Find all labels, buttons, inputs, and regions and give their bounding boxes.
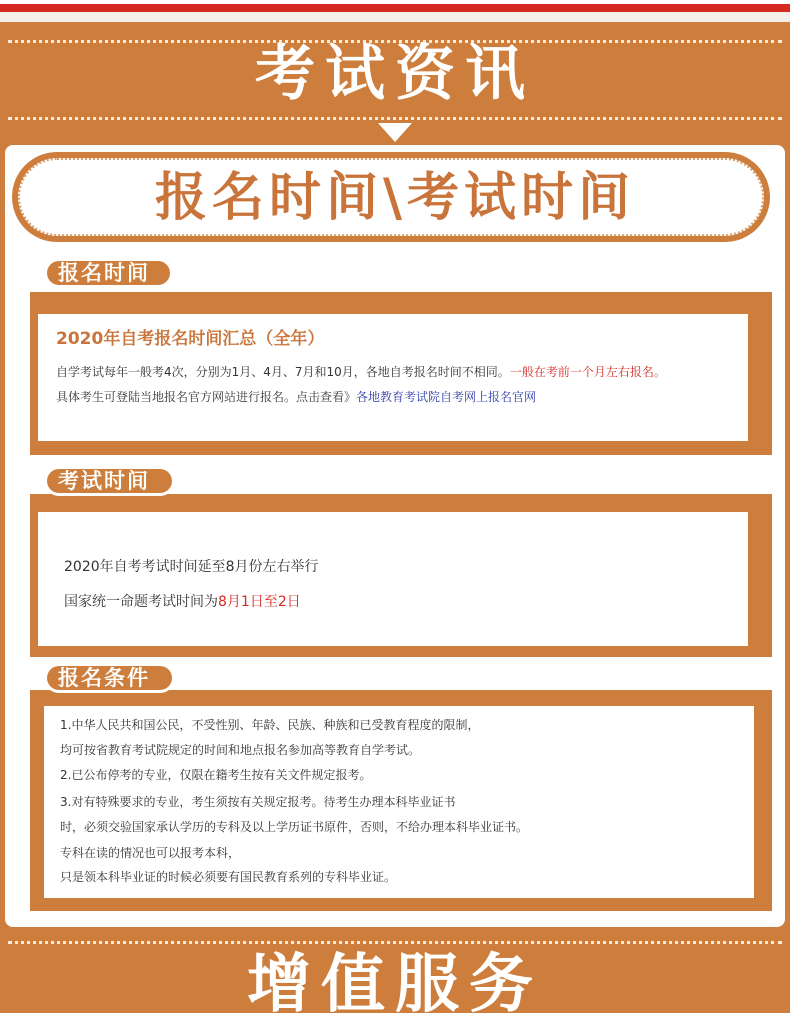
exam-time-line-2-text: 国家统一命题考试时间为 bbox=[64, 594, 218, 610]
requirement-line: 只是领本科毕业证的时候必须要有国民教育系列的专科毕业证。 bbox=[60, 870, 397, 884]
exam-time-line-2 bbox=[64, 591, 301, 613]
registration-line-2 bbox=[56, 387, 536, 407]
top-banner-title: 考试资讯 bbox=[255, 39, 535, 109]
registration-line-1-text: 自学考试每年一般考4次，分别为1月、4月、7月和10月，各地自考报名时间不相同。 bbox=[56, 365, 510, 379]
top-light-gap bbox=[0, 12, 790, 22]
registration-tag-label: 报名时间 bbox=[58, 261, 150, 285]
requirement-line: 2.已公布停考的专业，仅限在籍考生按有关文件规定报考。 bbox=[60, 768, 372, 782]
requirements-tag bbox=[44, 663, 175, 693]
requirements-content-box bbox=[44, 706, 754, 898]
exam-time-tag bbox=[44, 466, 175, 496]
banner-notch-arrow bbox=[378, 123, 412, 142]
registration-line-2-text: 具体考生可登陆当地报名官方网站进行报名。点击查看》 bbox=[56, 390, 357, 404]
requirement-line: 均可按省教育考试院规定的时间和地点报名参加高等教育自学考试。 bbox=[60, 743, 421, 757]
registration-tag bbox=[44, 258, 173, 288]
exam-date-highlight: 8月1日至2日 bbox=[218, 594, 301, 610]
registration-line-1 bbox=[56, 362, 666, 382]
bottom-banner-title: 增值服务 bbox=[247, 948, 543, 1013]
registration-heading: 2020年自考报名时间汇总（全年） bbox=[56, 329, 325, 349]
exam-time-tag-label: 考试时间 bbox=[58, 469, 150, 493]
subtitle-heading: 报名时间\考试时间 bbox=[155, 168, 635, 228]
exam-time-line-1: 2020年自考考试时间延至8月份左右举行 bbox=[64, 559, 319, 575]
registration-official-link[interactable]: 各地教育考试院自考网上报名官网 bbox=[356, 390, 537, 404]
exam-time-content-box bbox=[38, 512, 748, 646]
registration-highlight: 一般在考前一个月左右报名。 bbox=[509, 365, 666, 379]
top-banner-dotted-divider-lower bbox=[8, 117, 782, 120]
top-red-stripe bbox=[0, 4, 790, 12]
requirement-line: 时，必须交验国家承认学历的专科及以上学历证书原件，否则，不给办理本科毕业证书。 bbox=[60, 820, 529, 834]
requirement-line: 1.中华人民共和国公民，不受性别、年龄、民族、种族和已受教育程度的限制， bbox=[60, 718, 480, 732]
registration-content-box bbox=[38, 314, 748, 441]
requirement-line: 专科在读的情况也可以报考本科， bbox=[60, 846, 241, 860]
requirements-tag-label: 报名条件 bbox=[58, 666, 150, 690]
requirement-line: 3.对有特殊要求的专业，考生须按有关规定报考。待考生办理本科毕业证书 bbox=[60, 795, 456, 809]
